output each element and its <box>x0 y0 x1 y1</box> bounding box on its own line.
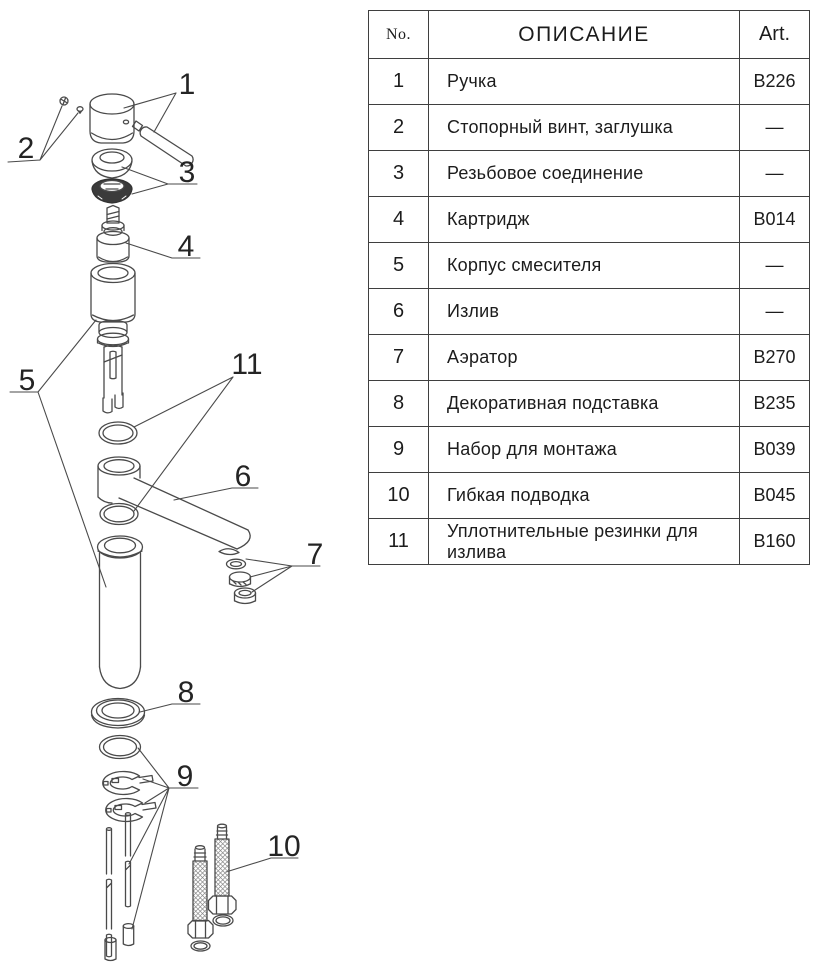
callout-10: 10 <box>267 830 301 863</box>
row-no: 3 <box>369 151 429 197</box>
table-row <box>369 473 810 519</box>
callout-8: 8 <box>177 676 195 709</box>
part-mixer-body <box>91 264 143 689</box>
row-description: Стопорный винт, заглушка <box>429 105 740 151</box>
row-no: 11 <box>369 519 429 565</box>
part-spout <box>119 478 250 555</box>
row-description: Декоративная подставка <box>429 381 740 427</box>
row-no: 6 <box>369 289 429 335</box>
row-description: Уплотнительные резинки для излива <box>429 519 740 565</box>
row-art: B039 <box>740 427 810 473</box>
part-aerator <box>227 559 256 603</box>
table-row <box>369 519 810 565</box>
parts-table <box>368 10 810 565</box>
row-art: B235 <box>740 381 810 427</box>
table-row <box>369 105 810 151</box>
row-art: B270 <box>740 335 810 381</box>
row-description: Картридж <box>429 197 740 243</box>
row-art: — <box>740 151 810 197</box>
row-no: 5 <box>369 243 429 289</box>
row-art: B045 <box>740 473 810 519</box>
row-art: B226 <box>740 59 810 105</box>
row-art: B014 <box>740 197 810 243</box>
callout-7: 7 <box>306 538 324 571</box>
part-threaded-connection <box>92 149 132 203</box>
leader-lines <box>8 93 320 929</box>
row-no: 4 <box>369 197 429 243</box>
table-row <box>369 289 810 335</box>
part-handle <box>90 94 193 166</box>
row-art: — <box>740 243 810 289</box>
callout-3: 3 <box>178 156 196 189</box>
row-description: Резьбовое соединение <box>429 151 740 197</box>
header-no: No. <box>369 11 429 59</box>
row-no: 9 <box>369 427 429 473</box>
callout-1: 1 <box>178 68 196 101</box>
row-description: Аэратор <box>429 335 740 381</box>
part-set-screw-plug <box>60 97 83 113</box>
row-art: B160 <box>740 519 810 565</box>
part-flexible-hoses <box>188 824 236 951</box>
row-description: Ручка <box>429 59 740 105</box>
callout-5: 5 <box>18 364 36 397</box>
callout-4: 4 <box>177 230 195 263</box>
table-row <box>369 335 810 381</box>
callout-6: 6 <box>234 460 252 493</box>
callout-2: 2 <box>17 132 35 165</box>
table-row <box>369 197 810 243</box>
row-no: 8 <box>369 381 429 427</box>
row-no: 7 <box>369 335 429 381</box>
row-description: Излив <box>429 289 740 335</box>
part-spout-holder <box>98 457 140 503</box>
header-description: ОПИСАНИЕ <box>429 11 740 59</box>
part-cartridge <box>97 206 129 263</box>
row-art: — <box>740 289 810 335</box>
table-row <box>369 381 810 427</box>
row-description: Корпус смесителя <box>429 243 740 289</box>
part-mounting-kit <box>100 736 157 961</box>
table-header-row <box>369 11 810 59</box>
row-no: 10 <box>369 473 429 519</box>
parts-table-container <box>368 10 810 562</box>
callout-11: 11 <box>231 348 263 381</box>
header-art: Art. <box>740 11 810 59</box>
table-row <box>369 427 810 473</box>
table-row <box>369 243 810 289</box>
table-row <box>369 59 810 105</box>
row-no: 2 <box>369 105 429 151</box>
callout-9: 9 <box>176 760 194 793</box>
table-row <box>369 151 810 197</box>
part-decorative-base <box>92 699 145 729</box>
row-no: 1 <box>369 59 429 105</box>
exploded-diagram <box>0 0 368 969</box>
row-art: — <box>740 105 810 151</box>
row-description: Набор для монтажа <box>429 427 740 473</box>
row-description: Гибкая подводка <box>429 473 740 519</box>
